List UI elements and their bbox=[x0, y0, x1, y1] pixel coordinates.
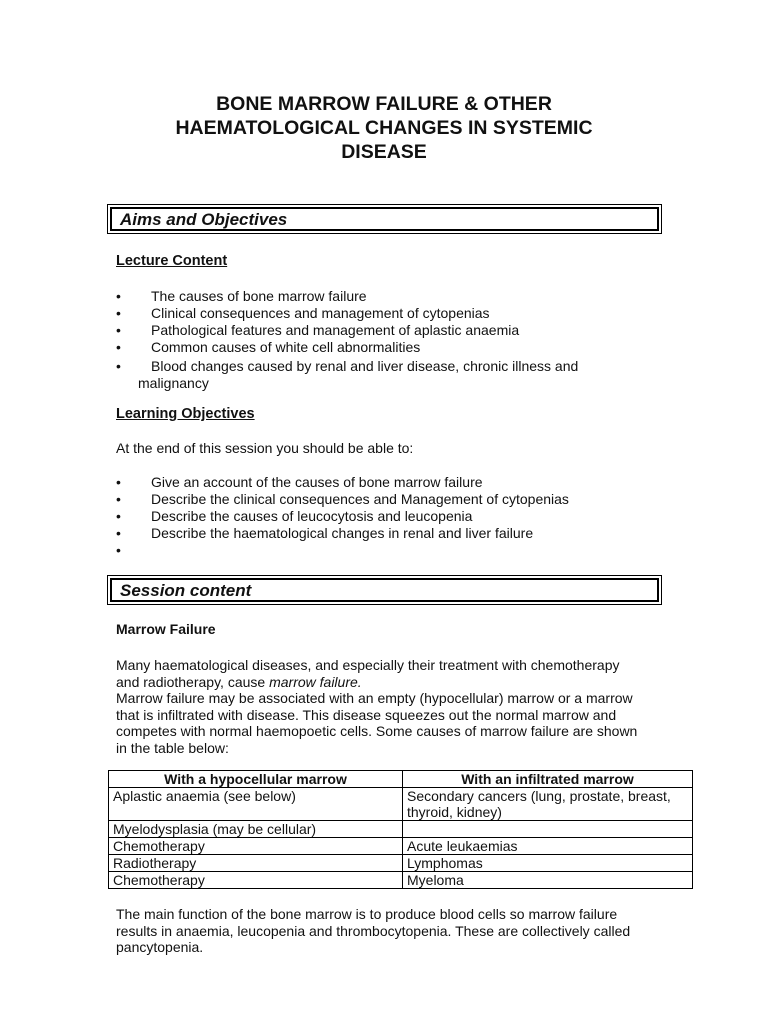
list-item: • Pathological features and management of aplastic anaemia bbox=[116, 322, 520, 338]
session-heading: Session content bbox=[110, 578, 659, 602]
table-cell: Lymphomas bbox=[403, 855, 693, 872]
bullet-icon: • bbox=[116, 542, 121, 558]
bullet-icon: • bbox=[116, 525, 121, 541]
bullet-icon: • bbox=[116, 491, 121, 507]
page-title bbox=[100, 92, 668, 164]
list-item: • The causes of bone marrow failure bbox=[116, 288, 367, 304]
bullet-icon: • bbox=[116, 474, 121, 490]
bullet-icon: • bbox=[116, 322, 121, 338]
session-heading-box bbox=[107, 575, 662, 605]
table-row bbox=[109, 838, 693, 855]
list-item: • Blood changes caused by renal and liver disease, chronic illness and malignancy bbox=[116, 358, 579, 391]
marrow-failure-heading: Marrow Failure bbox=[116, 621, 216, 637]
table-row bbox=[109, 872, 693, 889]
learning-objectives-list bbox=[116, 474, 636, 559]
table-cell: Radiotherapy bbox=[109, 855, 403, 872]
learning-objectives-intro: At the end of this session you should be able to: bbox=[116, 440, 414, 456]
title-line-1: BONE MARROW FAILURE & OTHER bbox=[216, 93, 552, 115]
title-line-3: DISEASE bbox=[341, 141, 427, 163]
table-cell: Acute leukaemias bbox=[403, 838, 693, 855]
title-line-2: HAEMATOLOGICAL CHANGES IN SYSTEMIC bbox=[175, 117, 593, 139]
column-header-hypocellular: With a hypocellular marrow bbox=[109, 771, 403, 788]
table-cell: Myelodysplasia (may be cellular) bbox=[109, 821, 403, 838]
list-item: • Common causes of white cell abnormalities bbox=[116, 339, 421, 355]
lecture-content-heading: Lecture Content bbox=[116, 253, 228, 269]
bullet-icon: • bbox=[116, 305, 121, 321]
table-header-row bbox=[109, 771, 693, 788]
column-header-infiltrated: With an infiltrated marrow bbox=[403, 771, 693, 788]
list-item: • Describe the causes of leucocytosis and leucopenia bbox=[116, 508, 473, 524]
table-cell: Chemotherapy bbox=[109, 838, 403, 855]
table-cell: Secondary cancers (lung, prostate, breast, thyroid, kidney) bbox=[403, 788, 693, 821]
table-cell: Myeloma bbox=[403, 872, 693, 889]
aims-heading-box bbox=[107, 204, 662, 234]
learning-objectives-heading: Learning Objectives bbox=[116, 406, 255, 422]
table-cell: Chemotherapy bbox=[109, 872, 403, 889]
aims-heading: Aims and Objectives bbox=[110, 207, 659, 231]
lecture-content-list bbox=[116, 288, 636, 392]
marrow-failure-paragraph-1: Many haematological diseases, and especially their treatment with chemotherapy and radiotherapy, cause marrow failure. bbox=[116, 657, 620, 690]
list-item bbox=[116, 542, 636, 559]
bullet-icon: • bbox=[116, 288, 121, 304]
list-item: • Give an account of the causes of bone marrow failure bbox=[116, 474, 483, 490]
list-item: • Clinical consequences and management of cytopenias bbox=[116, 305, 490, 321]
bullet-icon: • bbox=[116, 339, 121, 355]
bullet-icon: • bbox=[116, 508, 121, 524]
table-row bbox=[109, 821, 693, 838]
table-cell: Aplastic anaemia (see below) bbox=[109, 788, 403, 821]
table-cell bbox=[403, 821, 693, 838]
table-row bbox=[109, 855, 693, 872]
closing-paragraph: The main function of the bone marrow is to produce blood cells so marrow failure results in anaemia, leucopenia and thrombocytopenia. These are collectively called pancytopenia. bbox=[116, 906, 631, 955]
marrow-failure-causes-table bbox=[108, 770, 693, 889]
table-row bbox=[109, 788, 693, 821]
list-item: • Describe the clinical consequences and Management of cytopenias bbox=[116, 491, 569, 507]
list-item: • Describe the haematological changes in renal and liver failure bbox=[116, 525, 534, 541]
bullet-icon: • bbox=[116, 358, 121, 374]
marrow-failure-paragraph-2: Marrow failure may be associated with an empty (hypocellular) marrow or a marrow that is infiltrated with disease. This disease squeezes out the normal marrow and competes with normal haemopoetic cells. Some causes of marrow failure are shown in the table below: bbox=[116, 690, 638, 756]
